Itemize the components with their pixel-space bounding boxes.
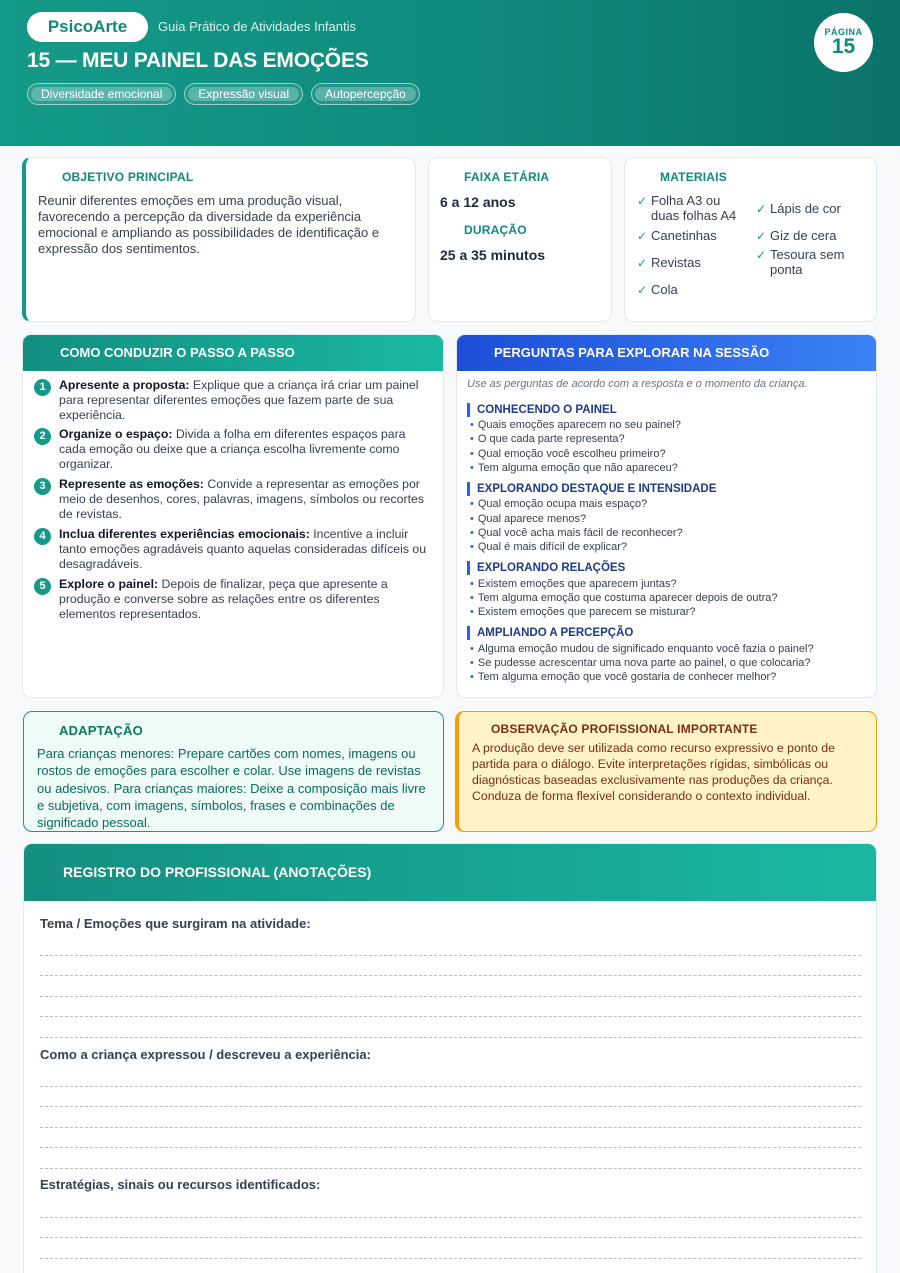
steps-header [23,335,443,371]
steps-title: COMO CONDUZIR O PASSO A PASSO [60,345,295,360]
step-text: Explique que a criança irá criar um painel para representar diferentes emoções que fazem parte de sua experiência. [59,378,419,422]
question-item: • Existem emoções que aparecem juntas? [470,578,677,590]
page-title: 15 — MEU PAINEL DAS EMOÇÕES [27,49,369,72]
material-item: ✓ Folha A3 ou duas folhas A4 [637,193,737,223]
question-section-title: CONHECENDO O PAINEL [467,403,617,417]
check-icon: ✓ [756,202,767,216]
questions-header [457,335,876,371]
objective-label: OBJETIVO PRINCIPAL [62,170,194,184]
check-icon: ✓ [637,283,648,297]
writing-line[interactable] [40,1147,861,1148]
step-heading: Organize o espaço: [59,427,173,441]
writing-line[interactable] [40,1016,861,1017]
check-icon: ✓ [756,229,767,243]
step-item [34,477,434,522]
step-text: Incentive a incluir tanto emoções agradáveis quanto aquelas consideradas difíceis ou desagradáveis. [59,527,427,571]
writing-line[interactable] [40,1217,861,1218]
question-item: • Tem alguma emoção que não apareceu? [470,462,678,474]
professional-note-card [455,711,877,832]
writing-line[interactable] [40,996,861,997]
question-item: • O que cada parte representa? [470,433,625,445]
step-heading: Explore o painel: [59,577,159,591]
writing-line[interactable] [40,1237,861,1238]
tagline: Guia Prático de Atividades Infantis [158,19,357,34]
step-item [34,427,434,472]
age-value: 6 a 12 anos [440,194,516,210]
question-section-title: AMPLIANDO A PERCEPÇÃO [467,626,633,640]
step-number: 4 [34,528,51,545]
step-number: 3 [34,478,51,495]
questions-intro: Use as perguntas de acordo com a resposta e o momento da criança. [467,378,808,390]
question-item: • Qual emoção ocupa mais espaço? [470,498,648,510]
question-item: • Se pudesse acrescentar uma nova parte ao painel, o que colocaria? [470,657,811,669]
step-text: Depois de finalizar, peça que apresente a produção e converse sobre as relações entre os diferentes elementos representados. [59,577,388,621]
tag-badge [184,83,303,105]
questions-card [456,334,877,698]
objective-text: Reunir diferentes emoções em uma produção visual, favorecendo a percepção da diversidade da experiência emocional e ampliando as possibilidades de identificação e expressão dos sentimentos. [38,193,380,256]
question-item: • Existem emoções que parecem se misturar? [470,606,696,618]
tag-badge [27,83,176,105]
page-header [0,0,900,146]
tag-label: Diversidade emocional [31,87,172,101]
step-item [34,378,434,423]
step-number: 1 [34,379,51,396]
question-item: • Qual você acha mais fácil de reconhecer? [470,527,683,539]
professional-note-text: A produção deve ser utilizada como recurso expressivo e ponto de partida para o diálogo. Evite interpretações rígidas, simbólicas ou diagnósticas baseadas exclusivamente nas produções da criança. Conduza de forma flexível considerando o contexto individual. [472,741,835,803]
step-text: Convide a representar as emoções por meio de desenhos, cores, palavras, imagens, símbolos ou recortes de revistas. [59,477,424,521]
question-section-title: EXPLORANDO RELAÇÕES [467,561,625,575]
writing-line[interactable] [40,1168,861,1169]
tag-list [27,83,420,105]
check-icon: ✓ [637,256,648,270]
materials-card [624,157,877,322]
question-item: • Qual emoção você escolheu primeiro? [470,448,666,460]
page-number: 15 [831,35,856,58]
question-item: • Qual aparece menos? [470,513,587,525]
page-label: PÁGINA [824,27,863,37]
adaptation-card [23,711,444,832]
question-item: • Tem alguma emoção que costuma aparecer depois de outra? [470,592,778,604]
writing-line[interactable] [40,975,861,976]
steps-card [22,334,444,698]
step-heading: Apresente a proposta: [59,378,190,392]
register-field-label: Tema / Emoções que surgiram na atividade: [40,916,311,931]
adaptation-label: ADAPTAÇÃO [59,723,143,738]
materials-label: MATERIAIS [660,170,727,184]
duration-label: DURAÇÃO [464,223,527,237]
question-item: • Qual é mais difícil de explicar? [470,541,628,553]
questions-title: PERGUNTAS PARA EXPLORAR NA SESSÃO [494,345,770,360]
adaptation-text: Para crianças menores: Prepare cartões com nomes, imagens ou rostos de emoções para escolher e colar. Use imagens de revistas ou adesivos. Para crianças maiores: Deixe a composição mais livre e subjetiva, com imagens, símbolos, frases e combinações de significado pessoal. [37,746,426,831]
writing-line[interactable] [40,1086,861,1087]
writing-line[interactable] [40,1127,861,1128]
step-item [34,527,434,572]
writing-line[interactable] [40,1106,861,1107]
duration-value: 25 a 35 minutos [440,247,546,263]
material-item: ✓ Canetinhas [637,228,717,243]
material-item: ✓ Giz de cera [756,228,837,243]
register-card [23,843,877,1273]
tag-label: Expressão visual [188,87,299,101]
register-field-label: Como a criança expressou / descreveu a experiência: [40,1047,371,1062]
writing-line[interactable] [40,955,861,956]
page-number-badge [814,13,873,72]
brand-logo: PsicoArte [27,12,148,42]
check-icon: ✓ [756,248,767,262]
tag-badge [311,83,420,105]
question-item: • Quais emoções aparecem no seu painel? [470,419,681,431]
material-item: ✓ Lápis de cor [756,201,841,216]
material-item: ✓ Cola [637,282,678,297]
step-heading: Inclua diferentes experiências emocionais: [59,527,310,541]
register-title: REGISTRO DO PROFISSIONAL (ANOTAÇÕES) [63,864,372,880]
register-field-label: Estratégias, sinais ou recursos identificados: [40,1177,321,1192]
writing-line[interactable] [40,1037,861,1038]
step-text: Divida a folha em diferentes espaços para cada emoção ou deixe que a criança escolha livremente como organizar. [59,427,406,471]
objective-card [22,157,416,322]
step-number: 5 [34,578,51,595]
question-section-title: EXPLORANDO DESTAQUE E INTENSIDADE [467,482,716,496]
material-item: ✓ Revistas [637,255,701,270]
material-item: ✓ Tesoura sem ponta [756,247,845,277]
step-heading: Represente as emoções: [59,477,204,491]
check-icon: ✓ [637,229,648,243]
register-header [24,844,876,901]
question-item: • Tem alguma emoção que você gostaria de conhecer melhor? [470,671,777,683]
age-duration-card [428,157,612,322]
question-item: • Alguma emoção mudou de significado enquanto você fazia o painel? [470,643,814,655]
age-label: FAIXA ETÁRIA [464,170,550,184]
tag-label: Autopercepção [315,87,416,101]
check-icon: ✓ [637,194,648,208]
step-number: 2 [34,428,51,445]
step-item [34,577,434,622]
writing-line[interactable] [40,1258,861,1259]
professional-note-label: OBSERVAÇÃO PROFISSIONAL IMPORTANTE [491,722,758,736]
